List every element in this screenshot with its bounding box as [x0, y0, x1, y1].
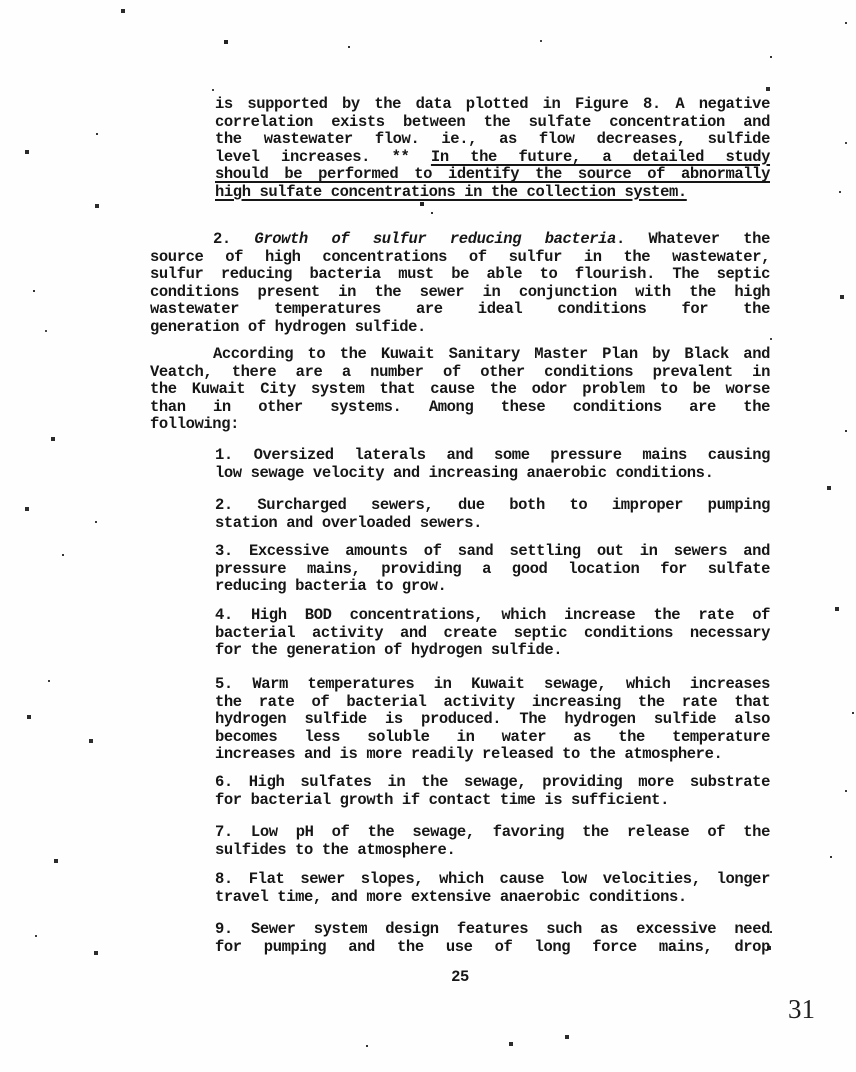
text-segment: 2. Surcharged sewers, due both to improper pumping: [215, 496, 770, 514]
list-item-8: [215, 871, 770, 906]
text-line: [150, 284, 770, 302]
text-line: [150, 416, 770, 434]
text-segment: . Whatever the: [615, 230, 770, 248]
text-segment: increases and is more readily released to the atmosphere.: [215, 745, 723, 763]
paragraph-growth-of-bacteria: [150, 231, 770, 336]
text-line: [215, 131, 770, 149]
text-segment: 5. Warm temperatures in Kuwait sewage, which increases: [215, 675, 770, 693]
text-segment: low sewage velocity and increasing anaerobic conditions.: [215, 463, 714, 482]
scan-noise-specks: [0, 0, 2, 2]
text-line: [215, 871, 770, 889]
underlined-text: In the future, a detailed study: [430, 147, 771, 166]
text-line: [215, 447, 770, 465]
text-line: [215, 889, 770, 907]
text-segment: 8. Flat sewer slopes, which cause low velocities, longer: [215, 870, 770, 888]
text-segment: 4. High BOD concentrations, which increase the rate of: [215, 606, 770, 624]
sheet-number-stamp: 31: [788, 994, 815, 1024]
text-line: [150, 266, 770, 284]
text-segment: 7. Low pH of the sewage, favoring the release of the: [215, 823, 770, 841]
list-item-3: [215, 543, 770, 596]
text-segment: 3. Excessive amounts of sand settling out in sewers and: [215, 542, 770, 560]
text-line: [215, 578, 770, 596]
text-segment: for the generation of hydrogen sulfide.: [215, 641, 563, 659]
text-line: [215, 746, 770, 764]
list-item-2: [215, 497, 770, 532]
underlined-text: high sulfate concentrations in the collection system.: [215, 182, 687, 201]
text-segment: 1. Oversized laterals and some pressure mains causing: [215, 446, 770, 464]
text-line: [150, 381, 770, 399]
text-line: [215, 497, 770, 515]
text-segment: conditions present in the sewer in conjunction with the high: [150, 282, 770, 301]
text-segment: According to the Kuwait Sanitary Master Plan by Black and: [213, 345, 770, 363]
text-segment: for pumping and the use of long force mains, drop: [215, 937, 770, 956]
text-line: [215, 824, 770, 842]
text-segment: Veatch, there are a number of other conditions prevalent in: [150, 362, 770, 381]
paragraph-master-plan: [150, 346, 770, 434]
text-line: [215, 149, 770, 167]
list-item-5: [215, 676, 770, 764]
text-segment: hydrogen sulfide is produced. The hydrogen sulfide also: [215, 710, 770, 728]
text-line: [150, 346, 770, 364]
text-line: [215, 694, 770, 712]
text-line: [215, 774, 770, 792]
text-segment: level increases. **: [215, 147, 431, 166]
text-line: [215, 465, 770, 483]
text-segment: 6. High sulfates in the sewage, providing more substrate: [215, 773, 770, 791]
text-segment: correlation exists between the sulfate concentration and: [215, 112, 770, 131]
text-segment: sulfides to the atmosphere.: [215, 840, 456, 859]
text-segment: travel time, and more extensive anaerobic conditions.: [215, 887, 687, 906]
paragraph-sulfate-correlation: [215, 96, 770, 201]
text-line: [215, 921, 770, 939]
text-segment: than in other systems. Among these conditions are the: [150, 397, 770, 416]
text-segment: pressure mains, providing a good location for sulfate: [215, 559, 770, 578]
text-line: [215, 561, 770, 579]
text-line: [215, 607, 770, 625]
italic-text: Growth of sulfur reducing bacteria: [254, 230, 616, 248]
text-segment: source of high concentrations of sulfur in the wastewater,: [150, 247, 770, 266]
text-line: [150, 231, 770, 249]
text-line: [215, 792, 770, 810]
text-segment: the Kuwait City system that cause the odor problem to be worse: [150, 380, 770, 398]
text-segment: reducing bacteria to grow.: [215, 577, 447, 595]
list-item-4: [215, 607, 770, 660]
text-line: [215, 96, 770, 114]
text-line: [215, 676, 770, 694]
text-segment: the wastewater flow. ie., as flow decreases, sulfide: [215, 130, 770, 148]
text-line: [215, 642, 770, 660]
list-item-6: [215, 774, 770, 809]
text-line: [215, 114, 770, 132]
text-segment: the rate of bacterial activity increasing the rate that: [215, 692, 770, 711]
text-line: [215, 515, 770, 533]
text-line: [215, 711, 770, 729]
text-line: [150, 301, 770, 319]
list-item-9: [215, 921, 770, 956]
text-segment: becomes less soluble in water as the temperature: [215, 727, 770, 746]
text-segment: bacterial activity and create septic conditions necessary: [215, 623, 770, 642]
text-segment: 9. Sewer system design features such as excessive need: [215, 920, 770, 938]
text-segment: wastewater temperatures are ideal conditions for the: [150, 300, 770, 318]
underlined-text: should be performed to identify the source of abnormally: [215, 165, 770, 183]
text-line: [150, 399, 770, 417]
text-segment: 2.: [213, 230, 255, 248]
text-line: [150, 249, 770, 267]
text-line: [215, 184, 770, 202]
list-item-1: [215, 447, 770, 482]
text-line: [215, 842, 770, 860]
page-number: 25: [451, 968, 469, 986]
text-line: [215, 939, 770, 957]
text-line: [215, 729, 770, 747]
list-item-7: [215, 824, 770, 859]
text-segment: is supported by the data plotted in Figure 8. A negative: [215, 95, 770, 113]
text-segment: sulfur reducing bacteria must be able to flourish. The septic: [150, 265, 770, 283]
text-line: [150, 364, 770, 382]
text-segment: for bacterial growth if contact time is sufficient.: [215, 790, 669, 809]
text-line: [215, 543, 770, 561]
text-line: [215, 625, 770, 643]
text-line: [150, 319, 770, 337]
text-segment: station and overloaded sewers.: [215, 513, 483, 532]
text-segment: following:: [150, 415, 240, 433]
text-segment: generation of hydrogen sulfide.: [150, 317, 426, 336]
text-line: [215, 166, 770, 184]
